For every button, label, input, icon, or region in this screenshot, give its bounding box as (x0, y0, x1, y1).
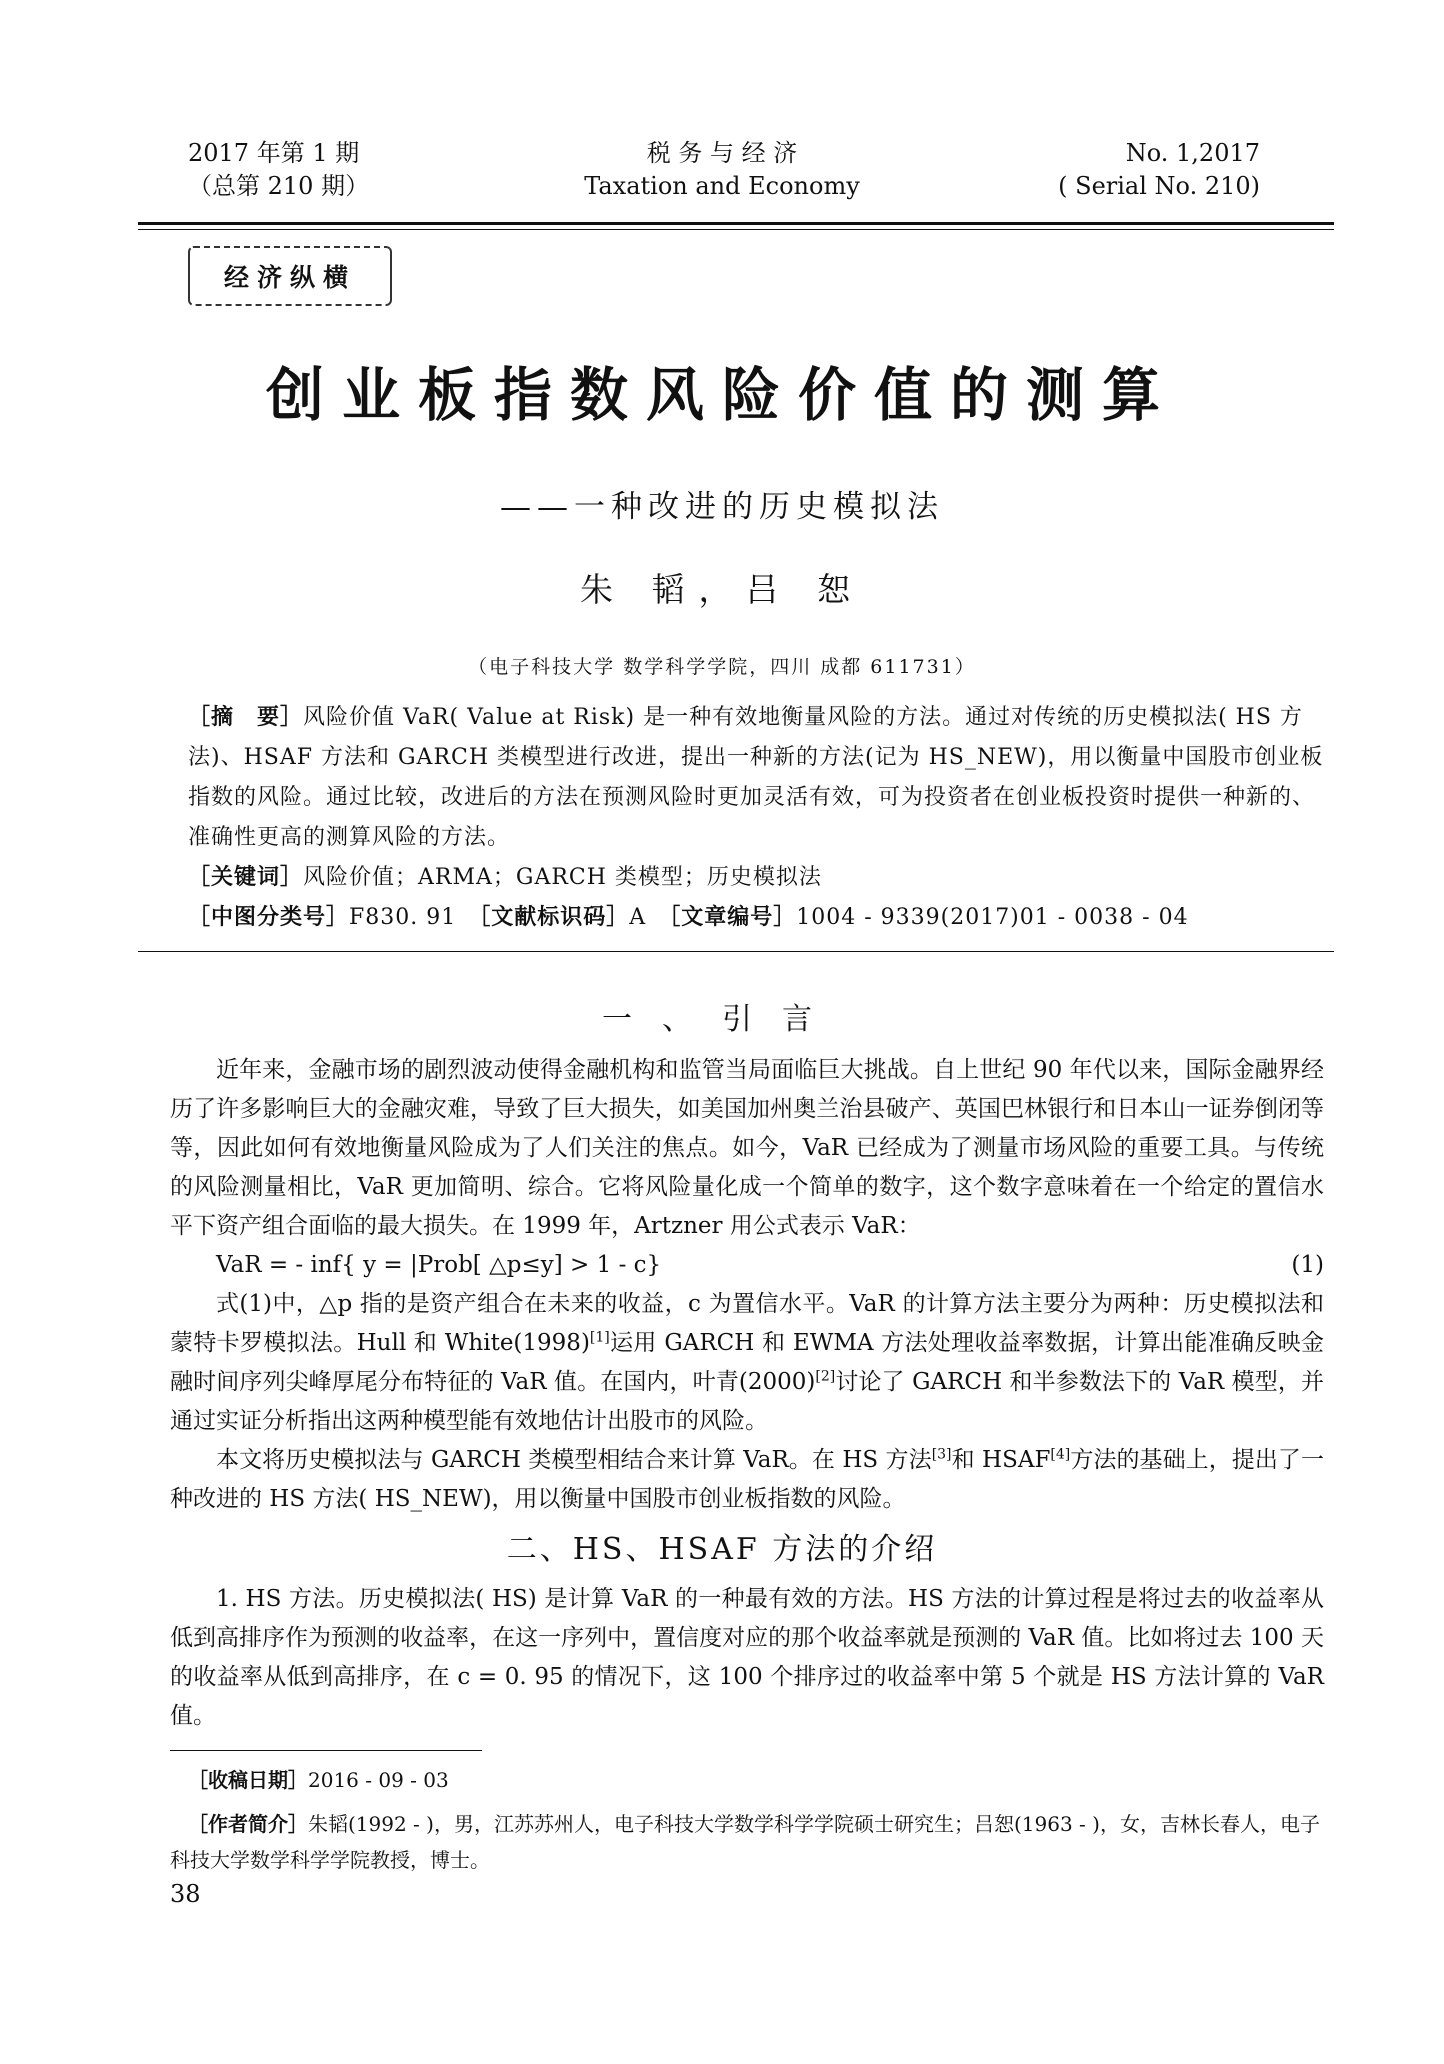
received-date (170, 1762, 1342, 1798)
column-label: 经济纵横 (223, 263, 356, 292)
section-heading-methods: 二、HS、HSAF 方法的介绍 (506, 1532, 938, 1567)
doc-code-value: A (629, 905, 647, 930)
column-label-box (188, 246, 392, 306)
issue-number-en: No. 1,2017 (1125, 139, 1260, 167)
clc-label: ［中图分类号］ (188, 905, 350, 930)
serial-issue-en: ( Serial No. 210) (1058, 172, 1260, 200)
keywords (188, 858, 1324, 898)
clc-value: F830. 91 (349, 905, 457, 930)
citation: [4] (1050, 1446, 1071, 1463)
journal-name-en: Taxation and Economy (584, 172, 860, 200)
author-bio (170, 1806, 1324, 1878)
journal-issue-en (1058, 137, 1260, 203)
paragraph-text: 和 HSAF (951, 1447, 1051, 1473)
paragraph (170, 1285, 1324, 1441)
paragraph-text: 本文将历史模拟法与 GARCH 类模型相结合来计算 VaR。在 HS 方法 (216, 1447, 932, 1473)
paragraph-text: 方法的基础上，提出了一种改进的 HS 方法( HS_NEW)，用以衡量中国股市创业板指数的风险。 (170, 1447, 1324, 1512)
citation: [3] (931, 1446, 952, 1463)
article-subtitle: ——一种改进的历史模拟法 (500, 489, 944, 525)
authors: 朱 韬，吕 恕 (580, 570, 864, 609)
header-rule-thick (138, 222, 1334, 225)
citation: [1] (589, 1329, 610, 1346)
abstract-rule (138, 951, 1334, 952)
keywords-label: ［关键词］ (188, 865, 304, 890)
page-number: 38 (170, 1880, 201, 1908)
formula-number: (1) (1291, 1252, 1324, 1278)
paragraph-text: 运用 GARCH 和 EWMA 方法处理收益率数据，计算出能准确反映金融时间序列尖峰厚尾分布特征的 VaR 值。在国内，叶青(2000) (170, 1330, 1324, 1395)
issue-number: 2017 年第 1 期 (188, 139, 360, 167)
received-label: ［收稿日期］ (188, 1768, 308, 1792)
author-bio-label: ［作者简介］ (188, 1812, 308, 1836)
keywords-text: 风险价值；ARMA；GARCH 类模型；历史模拟法 (303, 865, 822, 890)
article-number-label: ［文章编号］ (669, 905, 797, 930)
article-title: 创业板指数风险价值的测算 (265, 361, 1178, 429)
abstract (188, 698, 1324, 858)
paragraph-text: 式(1)中，△p 指的是资产组合在未来的收益，c 为置信水平。VaR 的计算方法主要分为两种：历史模拟法和蒙特卡罗模拟法。Hull 和 White(1998) (170, 1291, 1324, 1356)
section-heading-intro: 一、引言 (602, 1002, 842, 1037)
footnote-rule (170, 1750, 482, 1751)
received-value: 2016 - 09 - 03 (308, 1768, 449, 1792)
section-intro-body (170, 1051, 1324, 1519)
abstract-text: 风险价值 VaR( Value at Risk) 是一种有效地衡量风险的方法。通过对传统的历史模拟法( HS 方法)、HSAF 方法和 GARCH 类模型进行改进，提出一种新的方法(记为 HS_NEW)，用以衡量中国股市创业板指数的风险。通过比较，改进后的方法在预测风险时更加灵活有效，可为投资者在创业板投资时提供一种新的、准确性更高的测算风险的方法。 (188, 705, 1324, 850)
classification-line (188, 898, 1324, 938)
paragraph (170, 1441, 1324, 1519)
author-bio-text: 朱韬(1992 - )，男，江苏苏州人，电子科技大学数学科学学院硕士研究生；吕恕(1963 - )，女，吉林长春人，电子科技大学数学科学学院教授，博士。 (170, 1812, 1320, 1872)
citation: [2] (815, 1368, 836, 1385)
journal-name-cn: 税 务 与 经 济 (646, 139, 798, 167)
serial-issue: （总第 210 期） (188, 172, 370, 200)
formula-expression: VaR = - inf{ y = |Prob[ △p≤y] > 1 - c} (216, 1252, 662, 1278)
doc-code-label: ［文献标识码］ (479, 905, 630, 930)
header-rule-thin (138, 229, 1334, 230)
abstract-label: ［摘 要］ (188, 705, 304, 730)
paragraph: 近年来，金融市场的剧烈波动使得金融机构和监管当局面临巨大挑战。自上世纪 90 年代以来，国际金融界经历了许多影响巨大的金融灾难，导致了巨大损失，如美国加州奥兰治县破产、英国巴林银行和日本山一证券倒闭等等，因此如何有效地衡量风险成为了人们关注的焦点。如今，VaR 已经成为了测量市场风险的重要工具。与传统的风险测量相比，VaR 更加简明、综合。它将风险量化成一个简单的数字，这个数字意味着在一个给定的置信水平下资产组合面临的最大损失。在 1999 年，Artzner 用公式表示 VaR： (170, 1057, 1324, 1239)
paragraph-text: 讨论了 GARCH 和半参数法下的 VaR 模型，并通过实证分析指出这两种模型能有效地估计出股市的风险。 (170, 1369, 1324, 1434)
formula (170, 1246, 1324, 1285)
section-methods-body (170, 1580, 1324, 1736)
paragraph: 1. HS 方法。历史模拟法( HS) 是计算 VaR 的一种最有效的方法。HS 方法的计算过程是将过去的收益率从低到高排序作为预测的收益率，在这一序列中，置信度对应的那个收益率就是预测的 VaR 值。比如将过去 100 天的收益率从低到高排序，在 c = 0. 95 的情况下，这 100 个排序过的收益率中第 5 个就是 HS 方法计算的 VaR 值。 (170, 1586, 1324, 1729)
affiliation: （电子科技大学 数学科学学院，四川 成都 611731） (468, 656, 976, 678)
article-number-value: 1004 - 9339(2017)01 - 0038 - 04 (796, 905, 1189, 930)
